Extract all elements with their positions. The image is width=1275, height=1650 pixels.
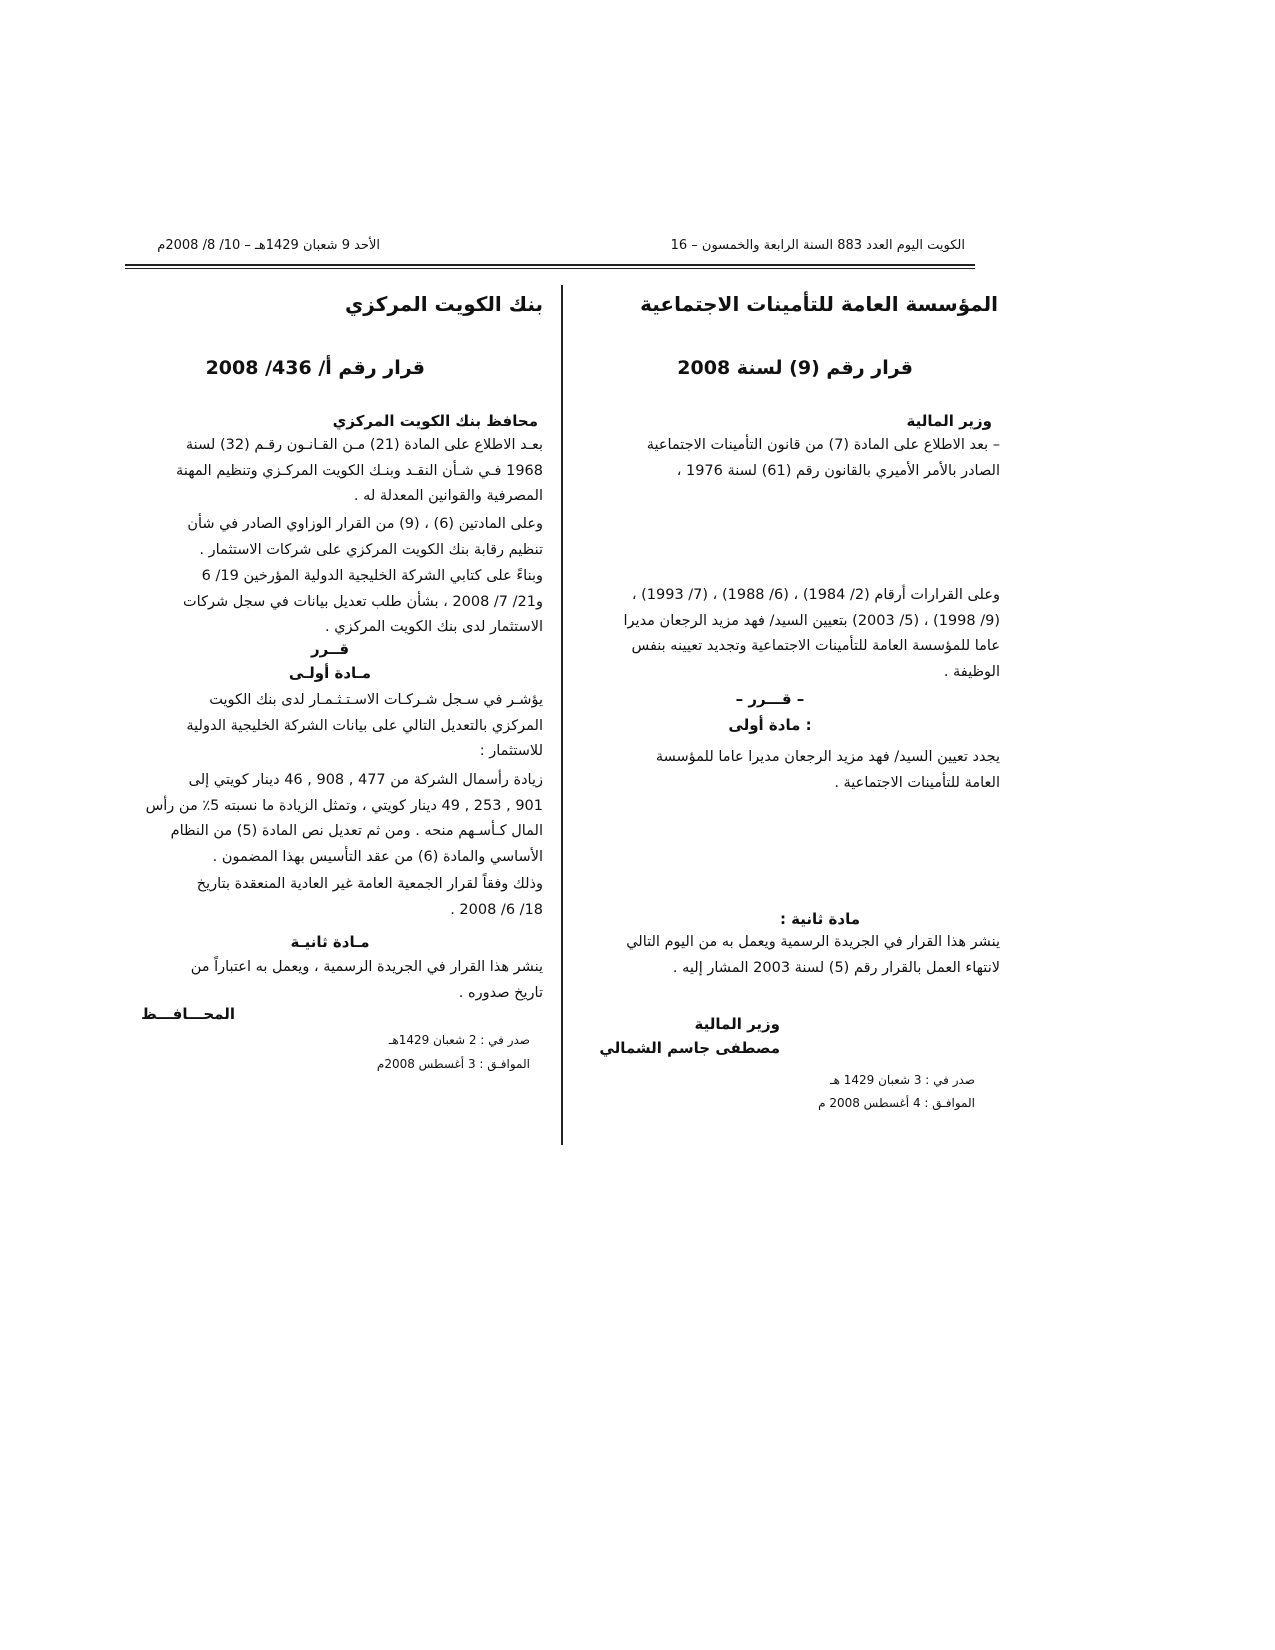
- issued-date-right: صدر في : 3 شعبان 1429 هـ: [830, 1073, 975, 1087]
- article1-left-basis: [118, 872, 543, 923]
- article2-right: [570, 930, 1000, 981]
- text-line: عاما للمؤسسة العامة للتأمينات الاجتماعية وتجديد تعيينه بنفس: [631, 638, 1000, 654]
- article1-left: [118, 688, 543, 765]
- corresponding-date-right: الموافـق : 4 أغسطس 2008 م: [818, 1096, 975, 1110]
- org-title-central-bank: بنك الكويت المركزي: [344, 292, 543, 316]
- issued-date-left: صدر في : 2 شعبان 1429هـ: [388, 1033, 530, 1047]
- text-line: (9/ 1998) ، (5/ 2003) بتعيين السيد/ فهد مزيد الرجعان مديرا: [623, 612, 1000, 629]
- header-rule-thin: [125, 268, 975, 269]
- text-line: وعلى المادتين (6) ، (9) من القرار الوزاوي الصادر في شأن: [187, 516, 543, 532]
- decided-right: – قـــرر –: [735, 690, 805, 708]
- text-line: 901 , 253 , 49 دينار كويتي ، وتمثل الزيادة ما نسبته 5٪ من رأس: [145, 797, 543, 814]
- decree-title-left: قرار رقم أ/ 436/ 2008: [205, 357, 425, 379]
- article1-right: [570, 745, 1000, 796]
- text-line: ينشر هذا القرار في الجريدة الرسمية ، ويعمل به اعتباراً من: [190, 959, 543, 975]
- header-date: الأحد 9 شعبان 1429هـ – 10/ 8/ 2008م: [157, 238, 380, 253]
- text-line: ينشر هذا القرار في الجريدة الرسمية ويعمل به من اليوم التالي: [626, 934, 1000, 950]
- text-line: يجدد تعيين السيد/ فهد مزيد الرجعان مديرا عاما للمؤسسة: [655, 749, 1000, 765]
- text-line: وبناءً على كتابي الشركة الخليجية الدولية المؤرخين 19/ 6: [201, 568, 543, 584]
- issuer-left: محافظ بنك الكويت المركزي: [332, 412, 538, 430]
- article1-title-left: مـادة أولـى: [288, 664, 372, 682]
- header-rule: [125, 264, 975, 266]
- text-line: وعلى القرارات أرقام (2/ 1984) ، (6/ 1988) ، (7/ 1993) ،: [631, 587, 1000, 603]
- header-issue-info: الكويت اليوم العدد 883 السنة الرابعة والخمسون – 16: [670, 238, 965, 253]
- paragraph-right-2: [570, 583, 1000, 685]
- text-line: لانتهاء العمل بالقرار رقم (5) لسنة 2003 المشار إليه .: [672, 959, 1000, 976]
- text-line: تنظيم رقابة بنك الكويت المركزي على شركات الاستثمار .: [199, 541, 543, 558]
- column-divider: [561, 285, 563, 1145]
- text-line: 18/ 6/ 2008 .: [450, 901, 543, 918]
- text-line: و21/ 7/ 2008 ، بشأن طلب تعديل بيانات في سجل شركات: [183, 593, 543, 610]
- signature-title-left: المحـــافـــظ: [141, 1005, 235, 1023]
- signature-title-right: وزير المالية: [694, 1015, 780, 1033]
- paragraph-left-1: [118, 433, 543, 510]
- article2-title-left: مـادة ثانيـة: [290, 933, 370, 951]
- signature-name-right: مصطفى جاسم الشمالي: [599, 1039, 780, 1057]
- text-line: الاستثمار لدى بنك الكويت المركزي .: [325, 619, 543, 635]
- article2-left: [118, 955, 543, 1006]
- decree-title-right: قرار رقم (9) لسنة 2008: [677, 357, 913, 379]
- text-line: للاستثمار :: [479, 743, 543, 759]
- article1-title-right: مادة أولى :: [728, 716, 812, 734]
- text-line: – بعد الاطلاع على المادة (7) من قانون التأمينات الاجتماعية: [646, 437, 1000, 453]
- org-title-social-insurance: المؤسسة العامة للتأمينات الاجتماعية: [640, 292, 998, 316]
- text-line: المصرفية والقوانين المعدلة له .: [353, 488, 543, 504]
- corresponding-date-left: الموافـق : 3 أغسطس 2008م: [376, 1057, 530, 1071]
- article1-left-capital: [118, 768, 543, 870]
- text-line: 1968 فـي شـأن النقـد وبنـك الكويت المركـزي وتنظيم المهنة: [176, 462, 543, 479]
- text-line: العامة للتأمينات الاجتماعية .: [834, 774, 1000, 791]
- decided-left: قــرر: [310, 640, 350, 658]
- text-line: زيادة رأسمال الشركة من 477 , 908 , 46 دينار كويتي إلى: [188, 772, 543, 788]
- text-line: وذلك وفقاً لقرار الجمعية العامة غير العادية المنعقدة بتاريخ: [196, 876, 543, 892]
- paragraph-left-2: [118, 512, 543, 563]
- text-line: يؤشـر في سـجل شـركـات الاسـتـثـمـار لدى بنك الكويت: [209, 692, 543, 708]
- article2-title-right: مادة ثانية :: [779, 910, 860, 928]
- paragraph-left-3: [118, 564, 543, 641]
- text-line: الصادر بالأمر الأميري بالقانون رقم (61) لسنة 1976 ،: [676, 462, 1000, 479]
- issuer-right: وزير المالية: [906, 412, 992, 430]
- text-line: الوظيفة .: [943, 663, 1000, 680]
- text-line: بعـد الاطلاع على المادة (21) مـن القـانـون رقـم (32) لسنة: [185, 437, 543, 453]
- text-line: تاريخ صدوره .: [458, 984, 543, 1001]
- text-line: المركزي بالتعديل التالي على بيانات الشركة الخليجية الدولية: [186, 717, 543, 734]
- paragraph-right-1: [570, 433, 1000, 484]
- text-line: المال كـأسـهم منحه . ومن ثم تعديل نص المادة (5) من النظام: [170, 823, 543, 839]
- text-line: الأساسي والمادة (6) من عقد التأسيس بهذا المضمون .: [212, 848, 543, 865]
